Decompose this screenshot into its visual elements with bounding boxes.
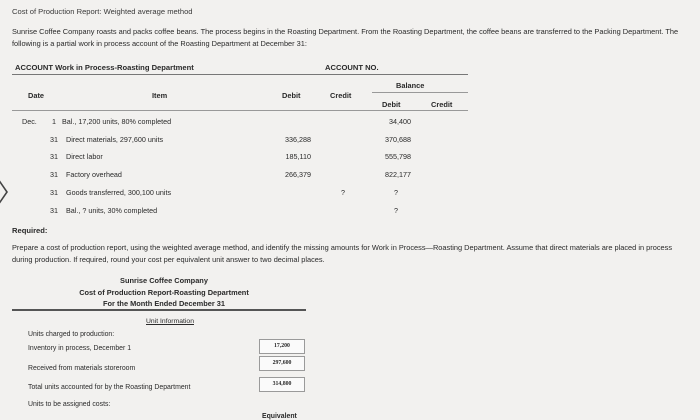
report-title: Cost of Production Report-Roasting Department	[79, 288, 249, 297]
row-balance: 822,177	[385, 170, 411, 179]
col-bal-credit-header: Credit	[431, 100, 453, 109]
received-input[interactable]: 297,600	[259, 356, 305, 371]
units-charged-label: Units charged to production:	[28, 331, 115, 338]
unit-information-heading: Unit Information	[146, 318, 194, 325]
header-bottom-rule	[12, 110, 468, 111]
col-date-header: Date	[28, 91, 45, 100]
row-balance: ?	[394, 206, 398, 215]
col-item-header: Item	[152, 91, 168, 100]
inventory-input[interactable]: 17,200	[259, 339, 305, 354]
col-debit-header: Debit	[282, 91, 301, 100]
row-balance: 555,798	[385, 152, 411, 161]
balance-rule	[372, 92, 468, 93]
row-debit: 185,110	[285, 152, 311, 161]
row-item: Direct materials, 297,600 units	[66, 135, 164, 144]
row-balance: 370,688	[385, 135, 411, 144]
report-rule	[12, 309, 306, 311]
row-debit: 336,288	[285, 135, 311, 144]
row-month: Dec.	[22, 117, 37, 126]
page-title: Cost of Production Report: Weighted average method	[12, 7, 193, 16]
row-item: Bal., 17,200 units, 80% completed	[62, 117, 172, 126]
row-item: Bal., ? units, 30% completed	[66, 206, 158, 215]
row-day: 31	[50, 152, 58, 161]
row-balance: 34,400	[389, 117, 411, 126]
row-day: 31	[50, 135, 58, 144]
row-balance: ?	[394, 188, 398, 197]
total-units-label: Total units accounted for by the Roasting Department	[28, 384, 191, 391]
report-company: Sunrise Coffee Company	[120, 276, 208, 285]
row-item: Goods transferred, 300,100 units	[66, 188, 172, 197]
row-day: 31	[50, 206, 58, 215]
row-day: 1	[52, 117, 56, 126]
row-credit: ?	[341, 188, 345, 197]
col-bal-debit-header: Debit	[382, 100, 401, 109]
account-top-rule	[12, 74, 468, 75]
units-to-assign-label: Units to be assigned costs:	[28, 401, 111, 408]
row-day: 31	[50, 170, 58, 179]
row-item: Factory overhead	[66, 170, 122, 179]
row-item: Direct labor	[66, 152, 103, 161]
required-label: Required:	[12, 226, 48, 235]
inventory-label: Inventory in process, December 1	[28, 345, 132, 352]
required-paragraph: Prepare a cost of production report, using the weighted average method, and identify the missing amounts for Work in Process—Roasting Department. Assume that direct materials are placed in process during production. If required, round your cost per equivalent unit answer to two decimal places.	[12, 243, 673, 264]
row-debit: 266,379	[285, 170, 311, 179]
col-credit-header: Credit	[330, 91, 352, 100]
report-period: For the Month Ended December 31	[103, 299, 225, 308]
account-number-label: ACCOUNT NO.	[325, 63, 379, 72]
chevron-right-icon[interactable]	[0, 177, 10, 207]
account-label: ACCOUNT Work in Process-Roasting Department	[15, 63, 194, 72]
total-units-input[interactable]: 314,800	[259, 377, 305, 392]
received-label: Received from materials storeroom	[28, 365, 136, 372]
col-balance-header: Balance	[396, 81, 425, 90]
row-day: 31	[50, 188, 58, 197]
intro-paragraph: Sunrise Coffee Company roasts and packs coffee beans. The process begins in the Roasting Department. From the Roasting Department, the coffee beans are transferred to the Packing Department. The following is a partial work in process account of the Roasting Department at December 31:	[12, 27, 679, 48]
equivalent-heading: Equivalent	[262, 413, 297, 420]
